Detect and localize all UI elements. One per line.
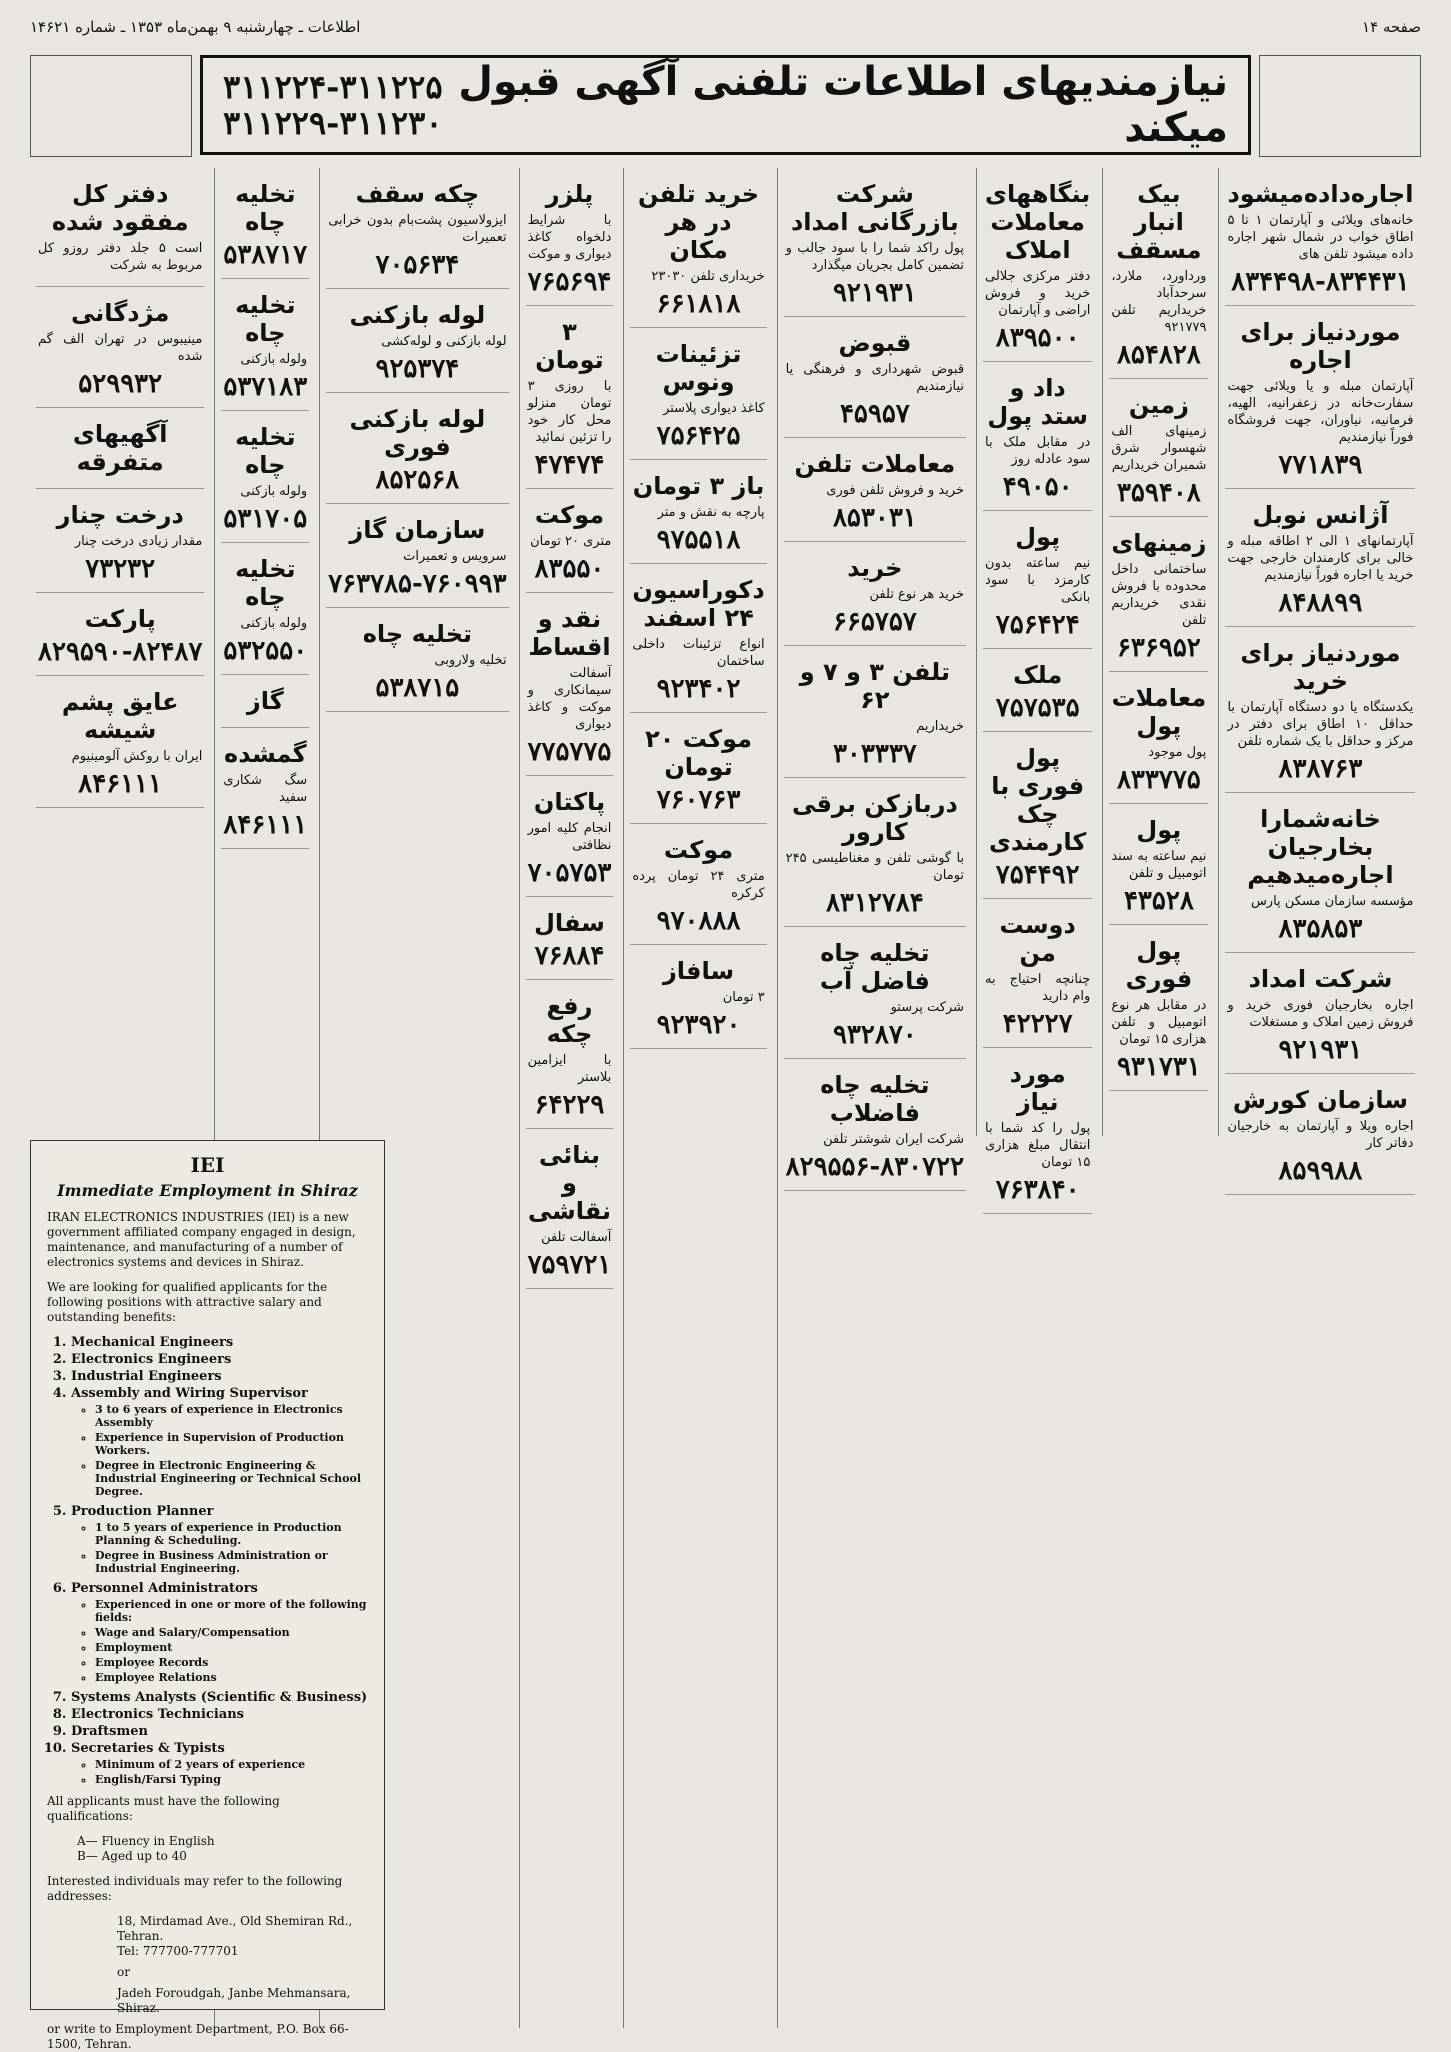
ad-phone: ۸۳۸۷۶۳ <box>1278 754 1363 784</box>
ad-title: ۳ تومان <box>535 318 604 374</box>
classified-ad <box>526 174 614 306</box>
ad-body: مینیبوس در تهران الف گم شده <box>38 332 203 364</box>
ad-title: بنگاههای معاملات املاک <box>985 180 1091 264</box>
classified-ad <box>1109 523 1208 672</box>
classified-ad <box>526 599 614 776</box>
ad-phone: ۵۲۹۹۳۲ <box>78 369 163 399</box>
ad-title: گاز <box>246 687 284 715</box>
ad-title: زمین <box>1128 391 1189 419</box>
ad-phone: ۷۳۲۳۲ <box>85 554 156 584</box>
ad-title: باز ۳ تومان <box>632 472 765 500</box>
position-item <box>71 1386 368 1498</box>
position-item <box>71 1504 368 1575</box>
classified-column <box>1218 168 1421 1186</box>
ad-title: پارکت <box>84 605 156 633</box>
requirement-item: ◦ Experience in Supervision of Production Workers. <box>95 1431 368 1457</box>
ad-body: آسفالت تلفن <box>541 1230 612 1245</box>
ad-phone: ۸۲۹۵۹۰-۸۲۴۸۷ <box>38 637 203 667</box>
or-separator: or <box>117 1965 130 1979</box>
ad-phone: ۷۰۵۶۳۴ <box>375 250 460 280</box>
ad-phone: ۵۳۷۱۸۳ <box>223 372 308 402</box>
classified-ad <box>1225 312 1415 489</box>
classified-ad <box>630 174 766 328</box>
requirement-item: ◦ Minimum of 2 years of experience <box>95 1758 368 1771</box>
ad-title: خرید <box>847 554 903 582</box>
ad-title: تخلیه چاه <box>235 180 296 236</box>
ad-title: موکت ۲۰ تومان <box>645 725 752 781</box>
ad-phone: ۸۳۵۸۵۳ <box>1278 914 1363 944</box>
ad-phone: ۸۴۶۱۱۱ <box>223 810 308 840</box>
ad-phone: ۷۶۰۷۶۳ <box>656 785 741 815</box>
classified-ad <box>526 495 614 593</box>
ad-phone: ۳۵۹۴۰۸ <box>1116 478 1201 508</box>
position-item: 8. Electronics Technicians <box>71 1707 368 1722</box>
ad-title: گمشده <box>224 740 307 768</box>
positions-list <box>59 1335 368 1786</box>
ad-phone: ۸۴۶۱۱۱ <box>78 769 163 799</box>
requirement-item: ◦ 1 to 5 years of experience in Production Planning & Scheduling. <box>95 1521 368 1547</box>
classified-ad <box>983 1054 1092 1214</box>
ad-phone: ۸۳۱۲۷۸۴ <box>825 888 924 918</box>
ad-body: با شرایط دلخواه کاغذ دیواری و موکت <box>527 213 612 262</box>
classified-column <box>976 168 1098 1205</box>
position-item: 1. Mechanical Engineers <box>71 1335 368 1350</box>
ad-body: ساختمانی داخل محدوده با فروش نقدی خریداریم تلفن <box>1111 562 1207 628</box>
classified-ad <box>784 784 966 927</box>
ad-phone: ۵۳۱۷۰۵ <box>223 504 308 534</box>
classified-ad <box>983 655 1092 732</box>
ad-body: با گوشی تلفن و مغناطیسی ۲۴۵ تومان <box>785 851 965 883</box>
ad-body: خرید و فروش تلفن فوری <box>826 483 965 498</box>
ad-phone: ۹۲۱۹۳۱ <box>832 278 917 308</box>
iei-looking: We are looking for qualified applicants for the following positions with attractive salary and outstanding benefits: <box>47 1280 328 1324</box>
ad-title: مژدگانی <box>71 299 170 327</box>
iei-intro: IRAN ELECTRONICS INDUSTRIES (IEI) is a new government affiliated company engaged in design, maintenance, and manufacturing of a number of electronics systems and devices in Shiraz. <box>47 1210 356 1269</box>
ad-title: نقد و اقساط <box>528 605 611 661</box>
ad-title: ملک <box>1013 661 1063 689</box>
ad-body: در مقابل ملک با سود عادله روز <box>985 435 1091 467</box>
classified-ad <box>983 174 1092 362</box>
ad-body: مؤسسه سازمان مسکن پارس <box>1250 894 1414 909</box>
ad-body: ایران با روکش آلومینیوم <box>71 749 203 764</box>
ad-title: شرکت بازرگانی امداد <box>790 180 959 236</box>
ad-body: قبوض شهرداری و فرهنگی یا نیازمندیم <box>785 362 965 394</box>
ad-body: آپارتمانهای ۱ الی ۲ اطاقه مبله و خالی برای کارمندان خارجی جهت خرید یا اجاره فوراً نیازمندیم <box>1227 534 1414 583</box>
requirements-list <box>71 1521 368 1575</box>
ad-title: مورد نیاز <box>1009 1060 1066 1116</box>
ad-title: موردنیاز برای اجاره <box>1240 318 1401 374</box>
page-number: صفحه ۱۴ <box>1362 18 1421 36</box>
classified-ad <box>526 986 614 1129</box>
classified-ad <box>36 293 204 408</box>
ad-phone: ۷۷۱۸۳۹ <box>1278 450 1363 480</box>
address-tehran <box>47 1914 368 1959</box>
classified-ad <box>221 549 309 675</box>
ad-title: لوله بازکنی <box>349 301 486 329</box>
ad-phone: ۴۷۴۷۴ <box>534 450 605 480</box>
iei-footer: or write to Employment Department, P.O. Box 66-1500, Tehran. <box>47 2022 349 2051</box>
ad-body: پارچه به نقش و متر <box>657 505 765 520</box>
classified-ad <box>526 312 614 489</box>
position-label: Assembly and Wiring Supervisor <box>71 1386 308 1401</box>
ad-title: پول فوری <box>1125 937 1193 993</box>
ad-body: ولوله بازکنی <box>240 616 308 631</box>
ad-title: دربازکن برقی کارور <box>791 790 958 846</box>
ad-title: خرید تلفن در هر مکان <box>637 180 760 264</box>
ad-phone: ۵۳۸۷۱۷ <box>223 240 308 270</box>
ad-body: خرید هر نوع تلفن <box>869 587 965 602</box>
ad-title: لوله بازکنی فوری <box>349 405 486 461</box>
ad-body: خریداریم <box>916 719 965 734</box>
classified-ad <box>1225 495 1415 627</box>
ad-phone: ۴۳۵۲۸ <box>1123 886 1194 916</box>
ad-phone: ۸۳۳۷۷۵ <box>1116 765 1201 795</box>
ad-body: انجام کلیه امور نظافتی <box>527 821 612 853</box>
banner-phone-line: ۳۱۱۲۲۴-۳۱۱۲۲۵ <box>223 68 443 106</box>
classified-ad <box>983 368 1092 511</box>
iei-employment-ad <box>30 1140 385 2051</box>
classified-ad <box>1109 678 1208 804</box>
ad-body: اجاره ویلا و آپارتمان به خارجیان دفاتر کار <box>1227 1119 1414 1151</box>
ad-body: شرکت ایران شوشتر تلفن <box>823 1132 965 1147</box>
classified-ad <box>784 548 966 646</box>
ad-phone: ۴۵۹۵۷ <box>839 399 910 429</box>
ad-title: تلفن ۳ و ۷ و ۶۲ <box>799 658 950 714</box>
ad-body: متری ۲۴ تومان پرده کرکره <box>632 869 765 901</box>
qualifications-heading: All applicants must have the following qualifications: <box>47 1794 280 1823</box>
requirement-item: ◦ Wage and Salary/Compensation <box>95 1626 368 1639</box>
classified-ad <box>983 905 1092 1048</box>
ad-title: تخلیه چاه <box>235 291 296 347</box>
ad-body: متری ۲۰ تومان <box>530 534 612 549</box>
ad-title: آژانس نوبل <box>1252 501 1389 529</box>
ad-phone: ۷۷۵۷۷۵ <box>527 737 612 767</box>
ad-phone: ۴۲۲۲۷ <box>1002 1009 1073 1039</box>
ad-title: معاملات تلفن <box>794 450 956 478</box>
requirements-list <box>71 1598 368 1684</box>
family-illustration-right <box>1259 55 1421 157</box>
requirement-item: ◦ Employment <box>95 1641 368 1654</box>
ad-phone: ۷۵۶۴۲۴ <box>995 610 1080 640</box>
ad-title: داد و ستد پول <box>987 374 1088 430</box>
ad-title: درخت چنار <box>56 501 184 529</box>
classified-ad <box>1109 931 1208 1091</box>
position-item: 9. Draftsmen <box>71 1724 368 1739</box>
ad-title: سافاز <box>662 957 735 985</box>
ad-phone: ۸۵۴۸۲۸ <box>1116 340 1201 370</box>
ad-phone: ۵۳۲۵۵۰ <box>223 636 308 666</box>
refer-text: Interested individuals may refer to the following addresses: <box>47 1874 343 1903</box>
classified-ad <box>221 174 309 279</box>
classified-column <box>1102 168 1214 1136</box>
ad-title: موکت <box>663 836 734 864</box>
ad-body: خریداری تلفن ۲۳۰۳۰ <box>651 269 765 284</box>
qualification-b: B— Aged up to 40 <box>77 1849 187 1863</box>
classified-ad <box>326 399 508 504</box>
classified-ad <box>784 1065 966 1191</box>
classified-ad <box>1109 810 1208 925</box>
requirements-list <box>71 1403 368 1498</box>
position-label: Secretaries & Typists <box>71 1741 225 1756</box>
ad-phone: ۸۴۸۸۹۹ <box>1278 588 1363 618</box>
banner-phones <box>223 69 443 141</box>
ad-body: آسفالت سیمانکاری و موکت و کاغذ دیواری <box>527 666 612 732</box>
ad-title: تخلیه چاه <box>235 423 296 479</box>
classified-ad <box>1109 385 1208 517</box>
classified-ad <box>630 570 766 713</box>
ad-phone: ۸۳۵۵۰ <box>534 554 605 584</box>
ad-body: پول راکد شما را با سود جالب و تضمین کامل بجریان میگذارد <box>785 241 965 273</box>
ad-title: دکوراسیون ۲۴ اسفند <box>632 576 765 632</box>
ad-body: یکدستگاه یا دو دستگاه آپارتمان با حداقل ۱۰ اطاق برای دفتر در مرکز و حداقل با یک شماره تلفن <box>1227 700 1414 749</box>
position-item: 3. Industrial Engineers <box>71 1369 368 1384</box>
ad-body: زمینهای الف شهسوار شرق شمیران خریداریم <box>1111 424 1207 473</box>
address-phone: Tel: 777700-777701 <box>117 1944 239 1958</box>
ad-title: پول <box>1136 816 1182 844</box>
banner-phone-line: ۳۱۱۲۲۹-۳۱۱۲۳۰ <box>223 104 443 142</box>
ad-phone: ۷۶۸۸۴ <box>534 941 605 971</box>
classified-ad <box>784 933 966 1059</box>
classified-ad <box>784 652 966 778</box>
ad-body: آپارتمان مبله و یا ویلائی جهت سفارت‌خانه در زعفرانیه، الهیه، فرمانیه، نیاوران، جهت فروشگاه فوراً نیازمندیم <box>1227 379 1414 445</box>
ad-phone: ۳۰۳۳۳۷ <box>832 739 917 769</box>
ad-body: ایزولاسیون پشت‌بام بدون خرابی تعمیرات <box>328 213 507 245</box>
position-item: 7. Systems Analysts (Scientific & Business) <box>71 1690 368 1705</box>
ad-title: رفع چکه <box>546 992 593 1048</box>
ad-body: اجاره بخارجیان فوری خرید و فروش زمین املاک و مستغلات <box>1227 998 1414 1030</box>
ad-phone: ۸۵۳۰۳۱ <box>832 503 917 533</box>
classified-ad <box>526 782 614 897</box>
ad-phone: ۹۳۲۸۷۰ <box>832 1020 917 1050</box>
classified-ad <box>326 614 508 712</box>
ad-title: تخلیه چاه <box>235 555 296 611</box>
ad-phone: ۶۴۲۲۹ <box>534 1090 605 1120</box>
classified-ad <box>36 174 204 287</box>
ad-title: آگهیهای متفرقه <box>72 420 168 476</box>
ad-phone: ۷۵۴۴۹۲ <box>995 860 1080 890</box>
ad-title: تخلیه چاه فاضلاب <box>820 1071 930 1127</box>
ad-body: تخلیه ولاروبی <box>434 653 507 668</box>
position-label: Production Planner <box>71 1504 214 1519</box>
classified-ad <box>1225 174 1415 306</box>
ad-phone: ۷۶۳۷۸۵-۷۶۰۹۹۳ <box>328 569 507 599</box>
ad-title: تخلیه چاه <box>362 620 473 648</box>
ad-phone: ۹۷۰۸۸۸ <box>656 906 741 936</box>
ad-title: شرکت امداد <box>1248 965 1393 993</box>
classified-ad <box>630 466 766 564</box>
ad-phone: ۷۵۶۴۲۵ <box>656 421 741 451</box>
ad-phone: ۹۲۱۹۳۱ <box>1278 1035 1363 1065</box>
requirement-item: ◦ Degree in Electronic Engineering & Industrial Engineering or Technical School Degree. <box>95 1459 368 1498</box>
ad-body: مقدار زیادی درخت چنار <box>74 534 203 549</box>
ad-phone: ۹۲۳۹۲۰ <box>656 1010 741 1040</box>
classified-ad <box>36 682 204 808</box>
ad-body: نیم ساعته بدون کارمزد با سود بانکی <box>985 556 1091 605</box>
classified-column <box>777 168 972 2028</box>
classified-ad <box>784 323 966 438</box>
ad-phone: ۶۳۶۹۵۲ <box>1116 633 1201 663</box>
ad-body: چنانچه احتیاج به وام دارید <box>985 972 1091 1004</box>
page-header <box>30 18 1421 40</box>
address-shiraz: Jadeh Foroudgah, Janbe Mehmansara, Shiraz. <box>117 1986 351 2015</box>
ad-title: پول فوری با چک کارمندی <box>989 744 1087 856</box>
requirement-item: ◦ Employee Records <box>95 1656 368 1669</box>
classified-ad <box>36 599 204 676</box>
ad-title: دوست من <box>999 911 1076 967</box>
iei-title: Immediate Employment in Shiraz <box>57 1181 358 1200</box>
ad-phone: ۷۶۵۶۹۴ <box>527 267 612 297</box>
classified-ad <box>221 681 309 728</box>
ad-body: است ۵ جلد دفتر روزو کل مربوط به شرکت <box>38 241 203 273</box>
classified-ad <box>1225 1080 1415 1195</box>
classified-ad <box>1225 633 1415 793</box>
ad-body: ولوله بازکنی <box>240 484 308 499</box>
issue-info: اطلاعات ـ چهارشنبه ۹ بهمن‌ماه ۱۳۵۳ ـ شماره ۱۴۶۲۱ <box>30 18 361 36</box>
classified-ad <box>784 174 966 317</box>
ad-body: ۳ تومان <box>722 990 765 1005</box>
ad-phone: ۷۵۷۵۳۵ <box>995 693 1080 723</box>
qualification-a: A— Fluency in English <box>77 1834 215 1848</box>
classified-ad <box>526 1135 614 1289</box>
ad-body: نیم ساعته به سند اتومبیل و تلفن <box>1111 849 1207 881</box>
position-item <box>71 1581 368 1684</box>
requirement-item: ◦ Degree in Business Administration or Industrial Engineering. <box>95 1549 368 1575</box>
ad-phone: ۷۰۵۷۵۳ <box>527 858 612 888</box>
requirement-item: ◦ English/Farsi Typing <box>95 1773 368 1786</box>
ad-phone: ۹۲۳۴۰۲ <box>656 674 741 704</box>
ad-body: سرویس و تعمیرات <box>403 549 507 564</box>
ad-body: لوله بازکنی و لوله‌کشی <box>381 334 507 349</box>
ad-title: اجاره‌داده‌میشود <box>1227 180 1414 208</box>
family-illustration-left <box>30 55 192 157</box>
classified-ad <box>1225 959 1415 1074</box>
ad-phone: ۷۵۹۷۲۱ <box>527 1250 612 1280</box>
classified-column <box>519 168 620 2028</box>
requirement-item: ◦ Experienced in one or more of the following fields: <box>95 1598 368 1624</box>
requirement-item: ◦ Employee Relations <box>95 1671 368 1684</box>
ad-body: کاغذ دیواری پلاستر <box>663 401 765 416</box>
ad-body: ولوله بازکنی <box>240 352 308 367</box>
ad-body: انواع تزئینات داخلی ساختمان <box>632 637 765 669</box>
ad-title: عایق پشم شیشه <box>61 688 179 744</box>
classified-ad <box>630 951 766 1049</box>
ad-phone: ۸۲۹۵۵۶-۸۳۰۷۲۲ <box>785 1152 965 1182</box>
ad-title: خانه‌شمارا بخارجیان اجاره‌میدهیم <box>1247 805 1394 889</box>
classified-ad <box>630 334 766 460</box>
requirement-item: ◦ 3 to 6 years of experience in Electronics Assembly <box>95 1403 368 1429</box>
ad-body: در مقابل هر نوع اتومبیل و تلفن هزاری ۱۵ تومان <box>1111 998 1207 1047</box>
address-line: 18, Mirdamad Ave., Old Shemiran Rd., Tehran. <box>117 1914 353 1943</box>
iei-logo: IEI <box>190 1153 225 1177</box>
classifieds-banner <box>200 55 1251 155</box>
ad-title: زمینهای <box>1111 529 1207 557</box>
classified-ad <box>221 417 309 543</box>
classified-ad <box>630 719 766 824</box>
ad-phone: ۶۶۵۷۵۷ <box>832 607 917 637</box>
ad-body: با روزی ۳ تومان منزلو محل کار خود را تزئین نمائید <box>527 379 612 445</box>
ad-phone: ۸۳۹۵۰۰ <box>995 323 1080 353</box>
ad-body: شرکت پرستو <box>890 1000 965 1015</box>
ad-body: پول را کد شما با انتقال مبلغ هزاری ۱۵ تومان <box>985 1121 1091 1170</box>
classified-ad <box>326 510 508 608</box>
ad-phone: ۷۶۳۸۴۰ <box>995 1175 1080 1205</box>
ad-title: قبوض <box>838 329 912 357</box>
classified-ad <box>630 830 766 945</box>
ad-title: تزئینات ونوس <box>655 340 742 396</box>
classified-ad <box>36 495 204 593</box>
requirements-list <box>71 1758 368 1786</box>
ad-body: خانه‌های ویلائی و آپارتمان ۱ تا ۵ اطاق خواب در شمال شهر اجاره داده میشود تلفن های <box>1227 213 1414 262</box>
ad-phone: ۹۲۵۳۷۴ <box>375 354 460 384</box>
ad-phone: ۴۹۰۵۰ <box>1002 472 1073 502</box>
ad-phone: ۹۷۵۵۱۸ <box>656 525 741 555</box>
ad-title: موکت <box>534 501 605 529</box>
classified-ad <box>326 295 508 393</box>
ad-body: پول موجود <box>1148 745 1207 760</box>
classified-ad <box>1109 174 1208 379</box>
classified-ad <box>221 285 309 411</box>
ad-title: تخلیه چاه فاضل آب <box>819 939 930 995</box>
classified-ad <box>983 738 1092 899</box>
classified-ad <box>326 174 508 289</box>
classified-ad <box>1225 799 1415 953</box>
ad-title: بیک انبار مسقف <box>1116 180 1202 264</box>
classified-column <box>623 168 772 2028</box>
ad-title: سازمان کورش <box>1232 1086 1408 1114</box>
ad-phone: ۸۳۴۴۹۸-۸۳۴۴۳۱ <box>1231 267 1410 297</box>
position-item <box>71 1741 368 1786</box>
ad-title: چکه سقف <box>355 180 480 208</box>
ad-phone: ۸۵۲۵۶۸ <box>375 465 460 495</box>
ad-title: دفتر کل مفقود شده <box>51 180 189 236</box>
ad-title: سفال <box>534 909 605 937</box>
ad-phone: ۸۵۹۹۸۸ <box>1278 1156 1363 1186</box>
ad-phone: ۵۳۸۷۱۵ <box>375 673 460 703</box>
ad-title: پلزر <box>545 180 594 208</box>
position-item: 2. Electronics Engineers <box>71 1352 368 1367</box>
ad-title: سازمان گاز <box>349 516 486 544</box>
ad-body: سگ شکاری سفید <box>223 773 308 805</box>
ad-phone: ۹۳۱۷۳۱ <box>1116 1052 1201 1082</box>
ad-phone: ۶۶۱۸۱۸ <box>656 289 741 319</box>
classified-ad <box>526 903 614 980</box>
ad-body: با ایزامین بلاستر <box>527 1053 612 1085</box>
position-label: Personnel Administrators <box>71 1581 258 1596</box>
ad-title: بنائی و نقاشی <box>527 1141 612 1225</box>
ad-body: ورداورد، ملارد، سرحدآباد خریداریم تلفن ۹۲۱۷۷۹ <box>1111 269 1207 335</box>
classified-ad <box>36 414 204 489</box>
classified-ad <box>784 444 966 542</box>
classified-ad <box>221 734 309 849</box>
ad-title: پول <box>1015 523 1061 551</box>
ad-title: موردنیاز برای خرید <box>1240 639 1401 695</box>
classified-ad <box>983 517 1092 649</box>
ad-body: دفتر مرکزی جلالی خرید و فروش اراضی و آپارتمان <box>985 269 1091 318</box>
banner-title: نیازمندیهای اطلاعات تلفنی آگهی قبول میکند <box>458 59 1228 151</box>
ad-title: پاکتان <box>533 788 606 816</box>
ad-title: معاملات پول <box>1111 684 1207 740</box>
